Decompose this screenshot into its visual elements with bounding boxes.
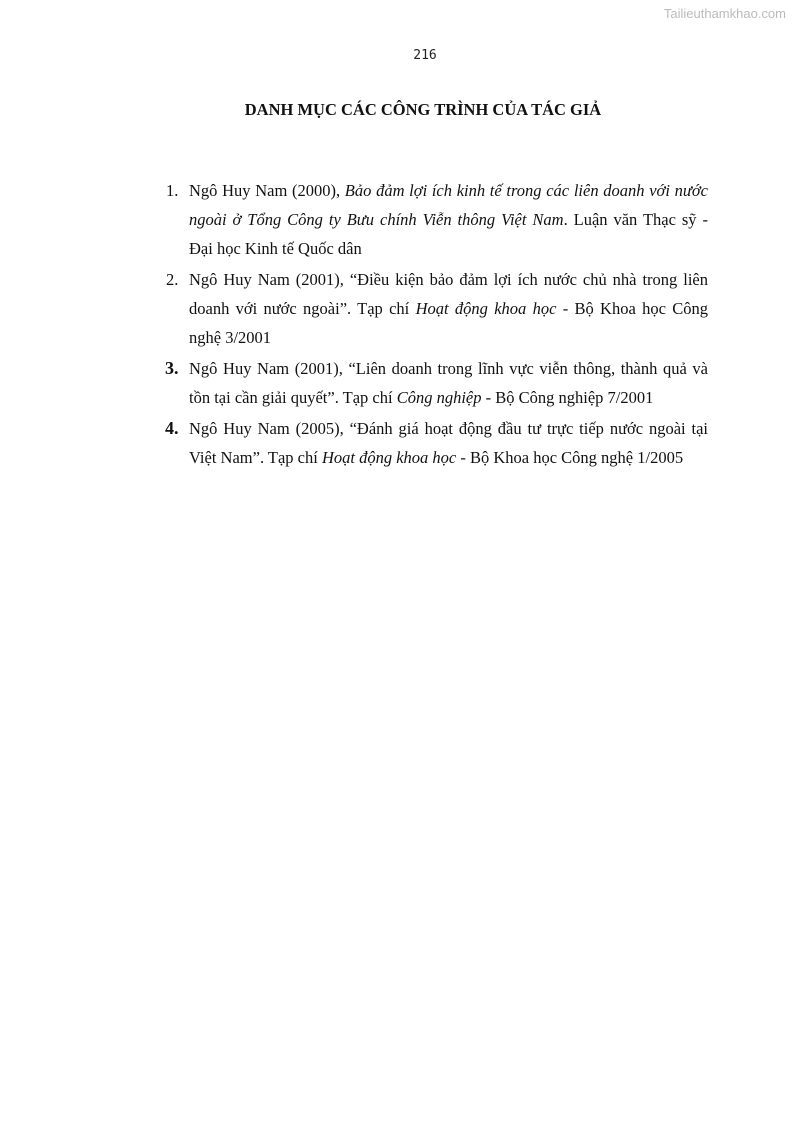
publication-list: [163, 176, 708, 474]
item-text: Ngô Huy Nam (2000),: [189, 181, 345, 200]
item-italic-title: Hoạt động khoa học: [321, 448, 457, 467]
list-item: [163, 176, 708, 263]
item-text: Ngô Huy Nam (2005), “Đánh giá hoạt động đầu tư trực tiếp nước ngoài tại Việt Nam”. Tạp chí: [189, 419, 708, 467]
item-number: 2.: [166, 270, 179, 289]
item-number: 3.: [165, 358, 179, 378]
watermark: Tailieuthamkhao.com: [663, 6, 786, 21]
item-text: - Bộ Khoa học Công nghệ 1/2005: [456, 448, 684, 467]
list-item: [163, 265, 708, 352]
item-text: Ngô Huy Nam (2001), “Liên doanh trong lĩnh vực viễn thông, thành quả và tồn tại cần giải quyết”. Tạp chí: [189, 359, 708, 407]
list-item: [163, 414, 708, 472]
list-item: [163, 354, 708, 412]
item-text: Ngô Huy Nam (2001), “Điều kiện bảo đảm lợi ích nước chủ nhà trong liên doanh với nước ngoài”. Tạp chí: [189, 270, 708, 318]
item-italic-title: Hoạt động khoa học: [415, 299, 557, 318]
item-text: - Bộ Công nghiệp 7/2001: [481, 388, 654, 407]
item-text: - Bộ Khoa học Công nghệ 3/2001: [189, 299, 708, 347]
item-number: 4.: [165, 418, 179, 438]
item-text: . Luận văn Thạc sỹ - Đại học Kinh tế Quốc dân: [189, 210, 708, 258]
item-italic-title: Bảo đảm lợi ích kinh tế trong các liên doanh với nước ngoài ở Tổng Công ty Bưu chính Viễn thông Việt Nam: [189, 181, 708, 229]
item-number: 1.: [166, 181, 179, 200]
page-number: 216: [413, 48, 437, 63]
page-title: DANH MỤC CÁC CÔNG TRÌNH CỦA TÁC GIẢ: [244, 100, 602, 119]
item-italic-title: Công nghiệp: [396, 388, 482, 407]
